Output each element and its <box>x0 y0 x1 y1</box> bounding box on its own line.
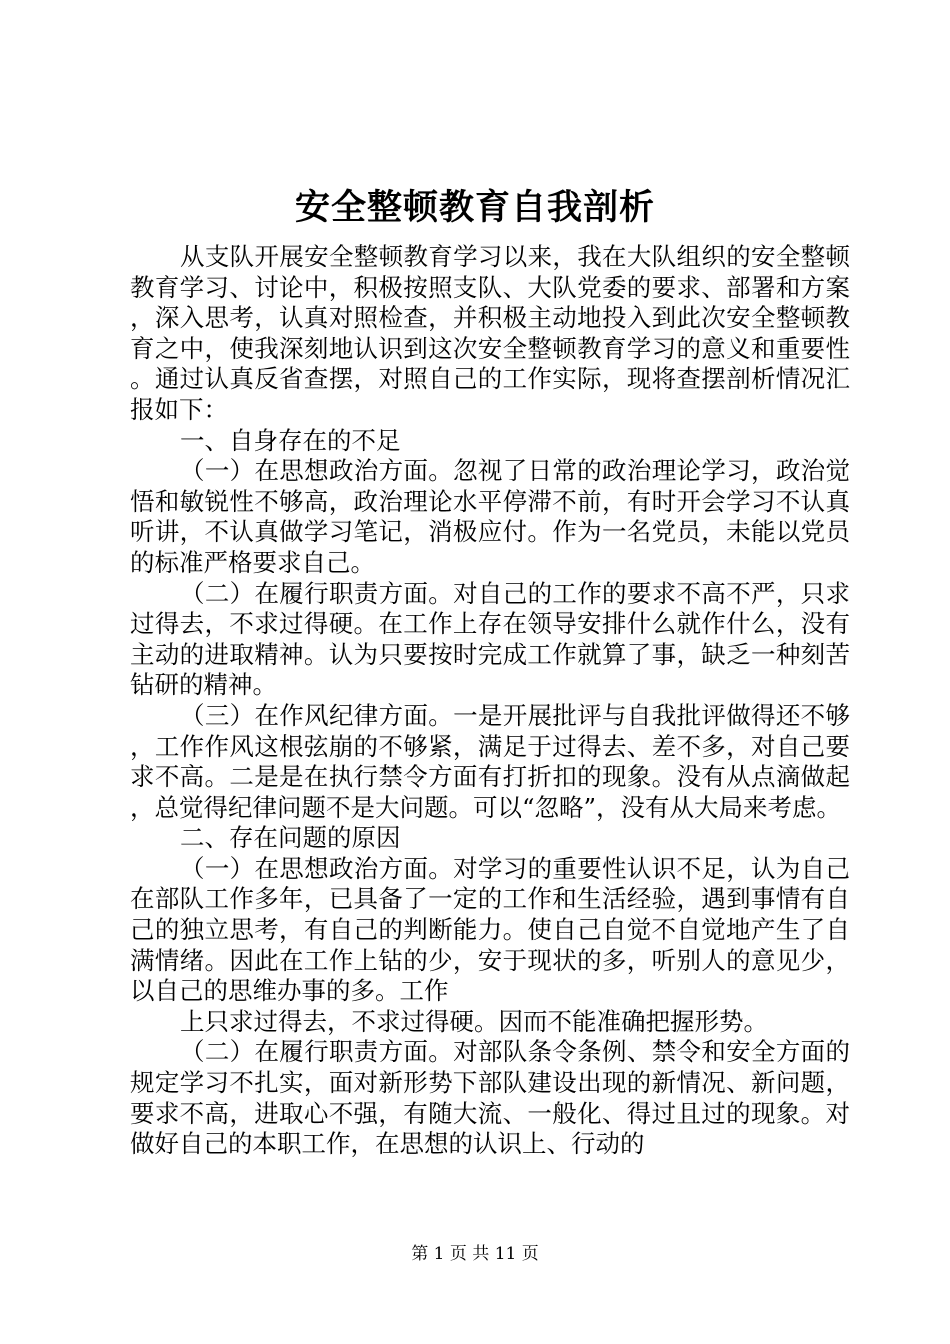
section-heading-1: 一、自身存在的不足 <box>180 425 401 455</box>
paragraph-1-1: （一）在思想政治方面。忽视了日常的政治理论学习，政治觉悟和敏锐性不够高，政治理论水平停滞不前，有时开会学习不认真听讲，不认真做学习笔记，消极应付。作为一名党员，未能以党员的标准严格要求自己。 <box>130 456 850 577</box>
page-footer: 第 1 页 共 11 页 <box>411 1244 539 1264</box>
document-body <box>130 242 850 1160</box>
section-heading-2: 二、存在问题的原因 <box>180 823 401 853</box>
document-title: 安全整顿教育自我剖析 <box>294 187 655 228</box>
paragraph-intro: 从支队开展安全整顿教育学习以来，我在大队组织的安全整顿教育学习、讨论中，积极按照支队、大队党委的要求、部署和方案，深入思考，认真对照检查，并积极主动地投入到此次安全整顿教育之中，使我深刻地认识到这次安全整顿教育学习的意义和重要性。通过认真反省查摆，对照自己的工作实际，现将查摆剖析情况汇报如下： <box>130 242 850 424</box>
paragraph-2-2: （二）在履行职责方面。对部队条令条例、禁令和安全方面的规定学习不扎实，面对新形势下部队建设出现的新情况、新问题，要求不高，进取心不强，有随大流、一般化、得过且过的现象。对做好自己的本职工作，在思想的认识上、行动的 <box>130 1037 850 1159</box>
paragraph-1-3: （三）在作风纪律方面。一是开展批评与自我批评做得还不够，工作作风这根弦崩的不够紧，满足于过得去、差不多，对自己要求不高。二是是在执行禁令方面有打折扣的现象。没有从点滴做起，总觉得纪律问题不是大问题。可以“忽略”，没有从大局来考虑。 <box>130 700 850 822</box>
paragraph-2-1-continued: 上只求过得去，不求过得硬。因而不能准确把握形势。 <box>180 1006 768 1036</box>
paragraph-2-1: （一）在思想政治方面。对学习的重要性认识不足，认为自己在部队工作多年，已具备了一定的工作和生活经验，遇到事情有自己的独立思考，有自己的判断能力。使自己自觉不自觉地产生了自满情绪。因此在工作上钻的少，安于现状的多，听别人的意见少，以自己的思维办事的多。工作 <box>130 853 850 1006</box>
paragraph-1-2: （二）在履行职责方面。对自己的工作的要求不高不严，只求过得去，不求过得硬。在工作上存在领导安排什么就作什么，没有主动的进取精神。认为只要按时完成工作就算了事，缺乏一种刻苦钻研的精神。 <box>130 578 850 700</box>
